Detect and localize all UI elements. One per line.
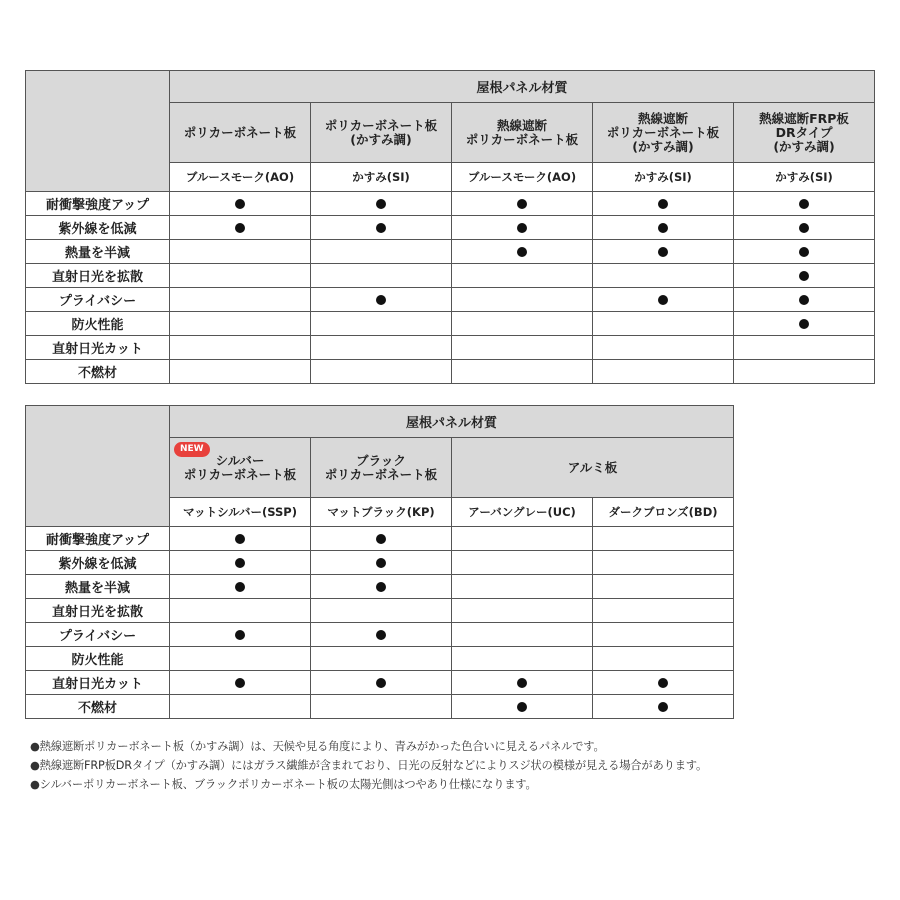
mark-cell (311, 216, 452, 240)
row-label: 不燃材 (26, 695, 170, 719)
feature-dot (376, 199, 386, 209)
mark-cell (170, 527, 311, 551)
feature-dot (235, 678, 245, 688)
row-label: 直射日光カット (26, 671, 170, 695)
mark-cell (170, 551, 311, 575)
column-color: かすみ(SI) (734, 163, 875, 192)
mark-cell (170, 599, 311, 623)
corner-cell (26, 71, 170, 192)
feature-dot (517, 678, 527, 688)
table-row (26, 695, 734, 719)
feature-dot (799, 271, 809, 281)
table-row (26, 671, 734, 695)
mark-cell (452, 623, 593, 647)
column-name: 熱線遮断 ポリカーボネート板 (かすみ調) (593, 103, 734, 163)
mark-cell (452, 216, 593, 240)
row-label: 熱量を半減 (26, 575, 170, 599)
row-label: 耐衝撃強度アップ (26, 192, 170, 216)
mark-cell (311, 695, 452, 719)
row-label: 不燃材 (26, 360, 170, 384)
mark-cell (311, 336, 452, 360)
feature-dot (376, 558, 386, 568)
column-color: マットシルバー(SSP) (170, 498, 311, 527)
feature-dot (799, 223, 809, 233)
mark-cell (593, 360, 734, 384)
table-row (26, 240, 875, 264)
mark-cell (452, 575, 593, 599)
column-color: かすみ(SI) (593, 163, 734, 192)
mark-cell (170, 623, 311, 647)
mark-cell (452, 312, 593, 336)
mark-cell (311, 599, 452, 623)
table-row (26, 575, 734, 599)
row-label: 直射日光カット (26, 336, 170, 360)
table-row (26, 216, 875, 240)
table-row (26, 551, 734, 575)
feature-dot (376, 630, 386, 640)
row-label: 熱量を半減 (26, 240, 170, 264)
mark-cell (593, 575, 734, 599)
mark-cell (452, 695, 593, 719)
row-label: プライバシー (26, 288, 170, 312)
mark-cell (170, 336, 311, 360)
mark-cell (452, 671, 593, 695)
mark-cell (452, 527, 593, 551)
notes (30, 737, 707, 794)
table-row (26, 647, 734, 671)
feature-dot (517, 247, 527, 257)
mark-cell (452, 551, 593, 575)
mark-cell (593, 336, 734, 360)
column-name: 熱線遮断 ポリカーボネート板 (452, 103, 593, 163)
mark-cell (593, 551, 734, 575)
mark-cell (593, 264, 734, 288)
column-name-label: シルバー ポリカーボネート板 (183, 452, 297, 482)
row-label: 紫外線を低減 (26, 551, 170, 575)
mark-cell (593, 599, 734, 623)
table-row (26, 264, 875, 288)
feature-dot (658, 223, 668, 233)
mark-cell (311, 360, 452, 384)
feature-dot (376, 534, 386, 544)
mark-cell (170, 216, 311, 240)
table-row (26, 527, 734, 551)
table-row (26, 336, 875, 360)
mark-cell (593, 623, 734, 647)
note-line: ●熱線遮断FRP板DRタイプ（かすみ調）にはガラス繊維が含まれており、日光の反射などによりスジ状の模様が見える場合があります。 (30, 759, 708, 772)
mark-cell (311, 312, 452, 336)
feature-dot (658, 295, 668, 305)
mark-cell (311, 671, 452, 695)
corner-cell (26, 406, 170, 527)
mark-cell (170, 360, 311, 384)
feature-dot (376, 295, 386, 305)
row-label: プライバシー (26, 623, 170, 647)
feature-dot (658, 247, 668, 257)
note-line: ●熱線遮断ポリカーボネート板（かすみ調）は、天候や見る角度により、青みがかった色合いに見えるパネルです。 (30, 740, 605, 753)
mark-cell (170, 264, 311, 288)
table-row (26, 312, 875, 336)
mark-cell (311, 264, 452, 288)
row-label: 直射日光を拡散 (26, 264, 170, 288)
mark-cell (452, 288, 593, 312)
row-label: 紫外線を低減 (26, 216, 170, 240)
material-table-1 (25, 70, 875, 384)
mark-cell (593, 671, 734, 695)
feature-dot (658, 678, 668, 688)
mark-cell (734, 264, 875, 288)
mark-cell (593, 216, 734, 240)
material-table-2 (25, 405, 734, 719)
mark-cell (170, 647, 311, 671)
mark-cell (734, 312, 875, 336)
column-name: ポリカーボネート板 (かすみ調) (311, 103, 452, 163)
table-row (26, 360, 875, 384)
column-name: 熱線遮断FRP板 DRタイプ (かすみ調) (734, 103, 875, 163)
new-badge: NEW (174, 442, 210, 457)
feature-dot (799, 319, 809, 329)
column-name-aluminum: アルミ板 (452, 438, 734, 498)
feature-dot (658, 199, 668, 209)
note-line: ●シルバーポリカーボネート板、ブラックポリカーボネート板の太陽光側はつやあり仕様になります。 (30, 778, 537, 791)
mark-cell (452, 240, 593, 264)
column-color: ダークブロンズ(BD) (593, 498, 734, 527)
mark-cell (311, 288, 452, 312)
mark-cell (311, 575, 452, 599)
feature-dot (517, 223, 527, 233)
mark-cell (170, 240, 311, 264)
mark-cell (170, 671, 311, 695)
column-name-silver (170, 438, 311, 498)
feature-dot (235, 534, 245, 544)
mark-cell (593, 288, 734, 312)
feature-dot (658, 702, 668, 712)
mark-cell (593, 527, 734, 551)
mark-cell (452, 336, 593, 360)
mark-cell (452, 599, 593, 623)
feature-dot (799, 199, 809, 209)
row-label: 防火性能 (26, 647, 170, 671)
mark-cell (734, 216, 875, 240)
mark-cell (311, 623, 452, 647)
mark-cell (311, 647, 452, 671)
feature-dot (235, 223, 245, 233)
row-label: 防火性能 (26, 312, 170, 336)
feature-dot (376, 582, 386, 592)
group-title: 屋根パネル材質 (170, 406, 734, 438)
mark-cell (452, 360, 593, 384)
row-label: 耐衝撃強度アップ (26, 527, 170, 551)
column-color: アーバングレー(UC) (452, 498, 593, 527)
mark-cell (170, 288, 311, 312)
mark-cell (170, 192, 311, 216)
column-color: ブルースモーク(AO) (170, 163, 311, 192)
mark-cell (311, 240, 452, 264)
column-color: ブルースモーク(AO) (452, 163, 593, 192)
mark-cell (734, 192, 875, 216)
table-row (26, 623, 734, 647)
column-color: マットブラック(KP) (311, 498, 452, 527)
mark-cell (593, 192, 734, 216)
mark-cell (170, 575, 311, 599)
mark-cell (593, 695, 734, 719)
feature-dot (517, 702, 527, 712)
mark-cell (452, 192, 593, 216)
mark-cell (452, 647, 593, 671)
group-title: 屋根パネル材質 (170, 71, 875, 103)
feature-dot (235, 630, 245, 640)
feature-dot (235, 199, 245, 209)
column-color: かすみ(SI) (311, 163, 452, 192)
feature-dot (799, 247, 809, 257)
table-row (26, 192, 875, 216)
table-row (26, 288, 875, 312)
mark-cell (311, 551, 452, 575)
row-label: 直射日光を拡散 (26, 599, 170, 623)
mark-cell (734, 240, 875, 264)
feature-dot (517, 199, 527, 209)
mark-cell (593, 240, 734, 264)
feature-dot (799, 295, 809, 305)
mark-cell (452, 264, 593, 288)
mark-cell (593, 647, 734, 671)
mark-cell (311, 192, 452, 216)
mark-cell (734, 336, 875, 360)
table-row (26, 599, 734, 623)
feature-dot (376, 223, 386, 233)
mark-cell (311, 527, 452, 551)
feature-dot (376, 678, 386, 688)
column-name: ポリカーボネート板 (170, 103, 311, 163)
feature-dot (235, 582, 245, 592)
mark-cell (170, 312, 311, 336)
column-name-black: ブラック ポリカーボネート板 (311, 438, 452, 498)
mark-cell (170, 695, 311, 719)
mark-cell (593, 312, 734, 336)
mark-cell (734, 360, 875, 384)
feature-dot (235, 558, 245, 568)
mark-cell (734, 288, 875, 312)
